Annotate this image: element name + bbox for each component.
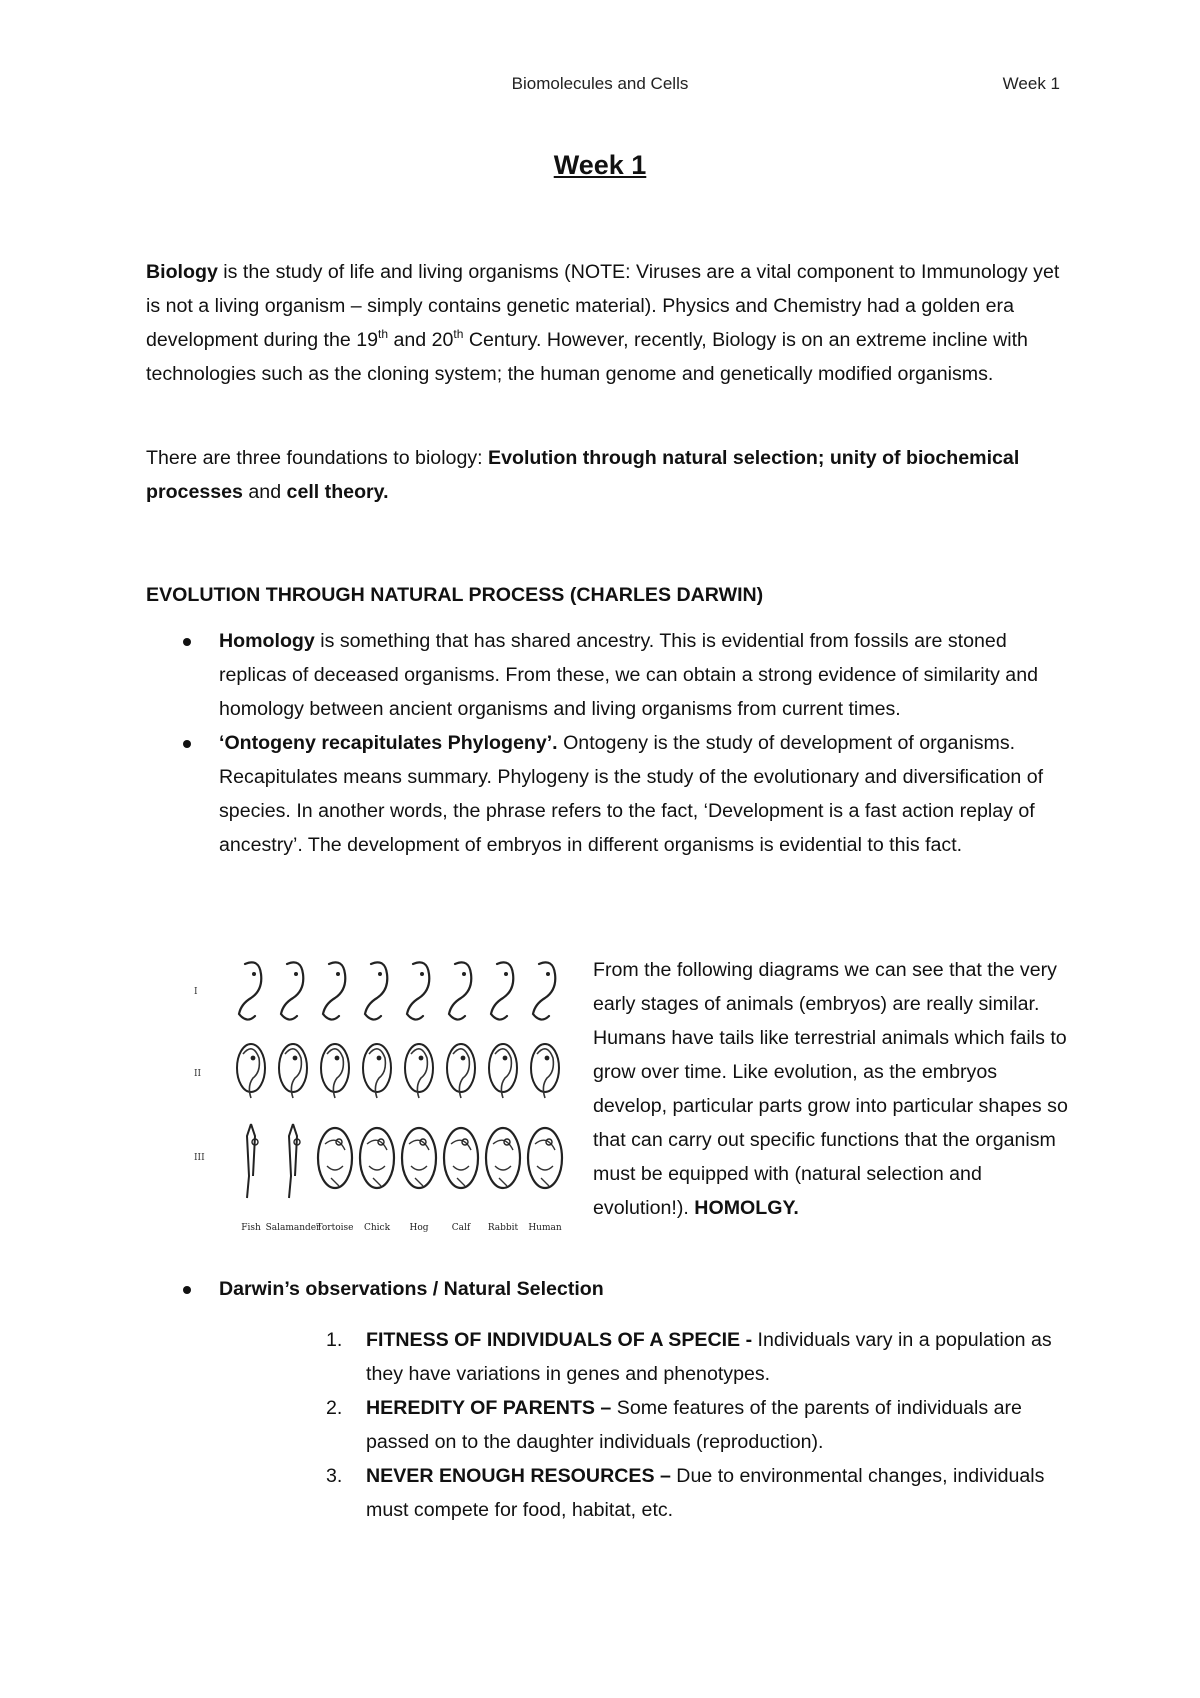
observation-number: 3. (326, 1465, 343, 1487)
row-label: II (194, 1069, 202, 1079)
observation-number: 2. (326, 1397, 343, 1419)
embryo-stage2-body (447, 1044, 475, 1092)
embryo-stage3-sketch (289, 1124, 297, 1198)
bullet-list-darwin (146, 1272, 1061, 1306)
embryo-stage2-body (279, 1044, 307, 1092)
species-label: Hog (409, 1223, 429, 1233)
embryo-stage3-sketch (493, 1140, 513, 1186)
embryo-eye-icon (503, 1056, 508, 1061)
intro-text-b: and 20 (388, 329, 454, 351)
bullet-term: ‘Ontogeny recapitulates Phylogeny’. (219, 732, 558, 754)
foundations-bold2: cell theory. (286, 481, 389, 503)
foundations-mid: and (242, 481, 287, 503)
sup-20th: th (453, 327, 464, 341)
embryo-stage3-sketch (535, 1140, 555, 1186)
embryo-eye-icon (335, 1056, 340, 1061)
header-course-title: Biomolecules and Cells (511, 74, 689, 93)
intro-text-a: is the study of life and living organisms (NOTE: Viruses are a vital component to Immunology yet is not a living organism – simply contains genetic material). Physics and Chemistry had a golden era development during the 19 (146, 261, 1060, 351)
observation-text: Due to environmental changes, individuals must compete for food, habitat, etc. (366, 1465, 1045, 1521)
embryo-eye-icon (336, 972, 340, 976)
embryo-eye-icon (420, 972, 424, 976)
embryo-stage3-body (402, 1128, 436, 1188)
observations-list (326, 1323, 1086, 1527)
embryo-stage2-body (531, 1044, 559, 1092)
observation-item (326, 1391, 1086, 1459)
embryo-stage1-sketch (239, 962, 261, 1019)
embryo-eye-icon (251, 1056, 256, 1061)
embryo-stage3-sketch (451, 1140, 471, 1186)
bullet-item-ontogeny (146, 726, 1061, 862)
species-label: Fish (241, 1223, 261, 1233)
foundations-lead: There are three foundations to biology: (146, 447, 489, 469)
species-label: Rabbit (487, 1223, 519, 1233)
bullet-list (146, 624, 1061, 862)
embryo-stage3-sketch (367, 1140, 387, 1186)
embryo-comparison-figure (190, 950, 570, 1240)
intro-paragraph (146, 255, 1061, 391)
embryo-stage1-sketch (323, 962, 345, 1019)
observation-text: Some features of the parents of individuals are passed on to the daughter individuals (reproduction). (366, 1397, 1022, 1453)
embryo-stage1-sketch (491, 962, 513, 1019)
species-label: Chick (363, 1223, 391, 1233)
embryo-eye-icon (293, 1056, 298, 1061)
embryo-stage3-body (528, 1128, 562, 1188)
embryo-stage3-sketch (247, 1124, 255, 1198)
bullet-text: is something that has shared ancestry. This is evidential from fossils are stoned replicas of deceased organisms. From these, we can obtain a strong evidence of similarity and homology between ancient organisms and living organisms from current times. (219, 630, 1038, 720)
row-label: III (194, 1153, 205, 1163)
header-week-label: Week 1 (1002, 74, 1060, 93)
bullet-dot-icon (183, 740, 191, 748)
section-heading: EVOLUTION THROUGH NATURAL PROCESS (CHARLES DARWIN) (146, 584, 764, 606)
observation-title: FITNESS OF INDIVIDUALS OF A SPECIE - (366, 1329, 753, 1351)
embryo-stage1-sketch (533, 962, 555, 1019)
row-label: I (194, 987, 198, 997)
embryo-stage1-sketch (449, 962, 471, 1019)
embryo-stage1-sketch (407, 962, 429, 1019)
page-title: Week 1 (553, 150, 647, 180)
embryo-stage1-sketch (281, 962, 303, 1019)
observation-text: Individuals vary in a population as they have variations in genes and phenotypes. (366, 1329, 1052, 1385)
species-label: Tortoise (316, 1223, 354, 1233)
sup-19th: th (378, 327, 389, 341)
embryo-eye-icon (294, 972, 298, 976)
embryo-eye-icon (504, 972, 508, 976)
bullet-dot-icon (183, 638, 191, 646)
embryo-eye-icon (377, 1056, 382, 1061)
observation-number: 1. (326, 1329, 343, 1351)
figure-description-text: From the following diagrams we can see that the very early stages of animals (embryos) are really similar. Humans have tails like terrestrial animals which fails to grow over time. Like evolution, as the embryos develop, particular parts grow into particular shapes so that can carry out specific functions that the organism must be equipped with (natural selection and evolution!). (593, 959, 1068, 1219)
embryo-eye-icon (378, 972, 382, 976)
embryo-stage3-body (444, 1128, 478, 1188)
bullet-text: Ontogeny is the study of development of organisms. Recapitulates means summary. Phylogeny is the study of the evolutionary and diversification of species. In another words, the phrase refers to the fact, ‘Development is a fast action replay of ancestry’. The development of embryos in different organisms is evidential to this fact. (219, 732, 1044, 856)
embryo-stage2-body (489, 1044, 517, 1092)
embryo-eye-icon (419, 1056, 424, 1061)
bullet-item-homology (146, 624, 1061, 726)
embryo-stage3-sketch (409, 1140, 429, 1186)
species-label: Calf (451, 1223, 471, 1233)
observation-title: NEVER ENOUGH RESOURCES – (366, 1465, 671, 1487)
embryo-drawing (190, 950, 570, 1240)
foundations-bold: Evolution through natural selection; unity of biochemical processes (146, 447, 1020, 503)
figure-description (593, 953, 1073, 1225)
bullet-term: Darwin’s observations / Natural Selection (219, 1278, 604, 1300)
bullet-term: Homology (219, 630, 315, 652)
figure-description-bold: HOMOLGY. (694, 1197, 799, 1219)
embryo-stage3-body (360, 1128, 394, 1188)
species-label: Human (528, 1223, 562, 1233)
observation-item (326, 1323, 1086, 1391)
observation-title: HEREDITY OF PARENTS – (366, 1397, 612, 1419)
embryo-eye-icon (462, 972, 466, 976)
embryo-stage3-sketch (325, 1140, 345, 1186)
intro-text-c: Century. However, recently, Biology is on an extreme incline with technologies such as the cloning system; the human genome and genetically modified organisms. (146, 329, 1028, 385)
embryo-eye-icon (461, 1056, 466, 1061)
embryo-eye-icon (546, 972, 550, 976)
embryo-stage2-body (363, 1044, 391, 1092)
bullet-item-darwin (146, 1272, 1061, 1306)
embryo-stage2-body (321, 1044, 349, 1092)
embryo-stage3-body (318, 1128, 352, 1188)
foundations-paragraph (146, 441, 1061, 509)
species-label: Salamander (265, 1223, 321, 1233)
embryo-eye-icon (252, 972, 256, 976)
embryo-eye-icon (545, 1056, 550, 1061)
embryo-stage2-body (237, 1044, 265, 1092)
observation-item (326, 1459, 1086, 1527)
embryo-stage2-body (405, 1044, 433, 1092)
biology-term: Biology (146, 261, 218, 283)
bullet-dot-icon (183, 1286, 191, 1294)
embryo-stage3-body (486, 1128, 520, 1188)
embryo-stage1-sketch (365, 962, 387, 1019)
